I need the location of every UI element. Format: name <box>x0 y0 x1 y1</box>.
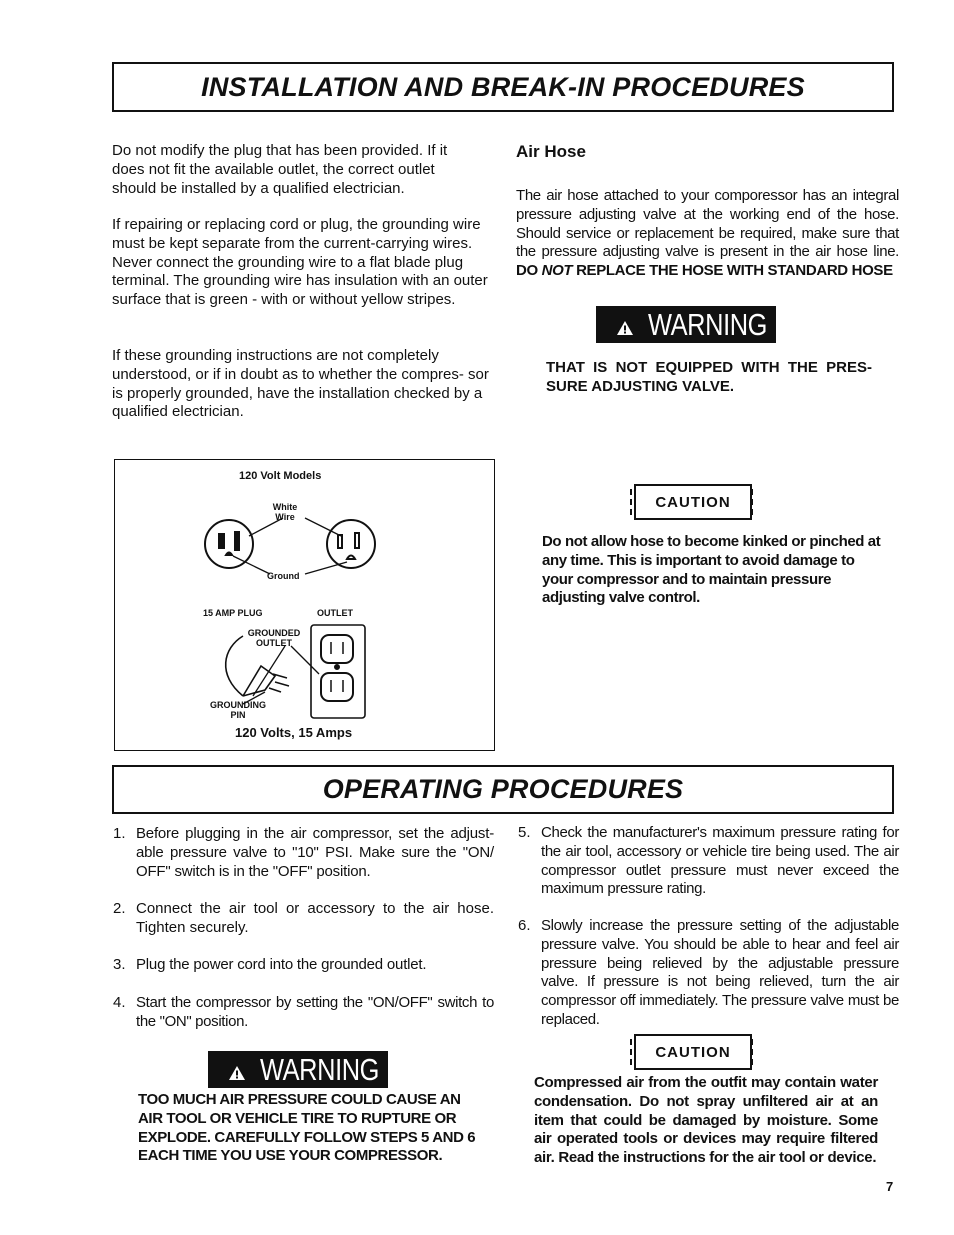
step-number: 6. <box>518 917 531 934</box>
caution-label: CAUTION <box>655 1043 731 1061</box>
step-text: Plug the power cord into the grounded outlet. <box>136 956 427 973</box>
air-hose-text: The air hose attached to your comporessor has an integral pressure adjusting valve at the working end of the hose. Should service or replacement be required, make sure that the pressure adjusting valve is present in the air hose line. <box>516 187 899 261</box>
page-number: 7 <box>886 1179 894 1194</box>
warning-triangle-icon <box>616 320 634 336</box>
warning-triangle-icon <box>228 1065 246 1081</box>
installation-title: INSTALLATION AND BREAK-IN PROCEDURES <box>201 71 805 102</box>
pressure-warning-banner <box>208 1051 388 1088</box>
outlet-label: OUTLET <box>317 608 353 618</box>
grounding-wire-paragraph: If repairing or replacing cord or plug, the grounding wire must be kept separate from the current-carrying wires. Never connect the grounding wire to a flat blade plug terminal. The grounding wire has insulation with an outer surface that is green - with or without yellow stripes. <box>112 216 488 309</box>
step-number: 2. <box>113 900 126 917</box>
do-not-emphasis: NOT <box>541 262 573 280</box>
step-text: Before plugging in the air compressor, set the adjust- able pressure valve to "10" PSI. Make sure the "ON/ OFF" switch is in the "OFF" position. <box>136 825 494 880</box>
step-number: 3. <box>113 956 126 973</box>
condensation-caution-text: Compressed air from the outfit may contain water condensation. Do not spray unfiltered air at an item that could be damaged by moisture. Some air operated tools or devices may require filtered air. Read the instructions for the air tool or device. <box>534 1074 878 1167</box>
pressure-warning-text: TOO MUCH AIR PRESSURE COULD CAUSE AN AIR TOOL OR VEHICLE TIRE TO RUPTURE OR EXPLODE. CAREFULLY FOLLOW STEPS 5 AND 6 EACH TIME YOU USE YOUR COMPRESSOR. <box>138 1091 476 1165</box>
step-number: 5. <box>518 824 531 841</box>
operating-header <box>112 765 894 814</box>
step-number: 4. <box>113 994 126 1011</box>
air-hose-warning-text: THAT IS NOT EQUIPPED WITH THE PRES- SURE ADJUSTING VALVE. <box>546 359 872 395</box>
warning-label: WARNING <box>648 306 768 342</box>
grounding-pin-text: GROUNDING PIN <box>210 700 266 720</box>
do-not-replace-text <box>516 262 893 279</box>
step-number: 1. <box>113 825 126 842</box>
step-text: Slowly increase the pressure setting of the adjustable pressure valve. You should be able to hear and feel air pressure being relieved by the adjustable pressure valve. If pressure is not being relieved, turn the air compressor off immediately. The pressure valve must be replaced. <box>541 917 899 1028</box>
air-hose-warning-banner <box>596 306 776 343</box>
warning-label: WARNING <box>260 1051 380 1087</box>
figure-title: 120 Volt Models <box>239 470 322 482</box>
grounding-doubt-paragraph: If these grounding instructions are not completely understood, or if in doubt as to whether the compres- sor is properly grounded, have the installation checked by a qualified electrician. <box>112 347 489 421</box>
air-hose-caution-badge <box>634 484 752 520</box>
plug-label: 15 AMP PLUG <box>203 608 263 618</box>
outlet-diagram-drawing <box>115 460 493 720</box>
step-text: Connect the air tool or accessory to the air hose. Tighten securely. <box>136 900 494 936</box>
ground-label: Ground <box>267 571 300 581</box>
do-suffix: REPLACE THE HOSE WITH STANDARD HOSE <box>572 262 893 280</box>
step-text: Start the compressor by setting the "ON/OFF" switch to the "ON" position. <box>136 994 494 1030</box>
white-wire-text: White Wire <box>272 502 298 522</box>
air-hose-heading: Air Hose <box>516 142 586 161</box>
air-hose-paragraph <box>516 187 899 281</box>
step-text: Check the manufacturer's maximum pressure rating for the air tool, accessory or vehicle tire being used. The air compressor outlet pressure must never exceed the maximum pressure rating. <box>541 824 899 898</box>
outlet-diagram <box>114 459 495 751</box>
plug-paragraph: Do not modify the plug that has been provided. If it does not fit the available outlet, the correct outlet should be installed by a qualified electrician. <box>112 142 448 197</box>
installation-header <box>112 62 894 112</box>
do-prefix: DO <box>516 262 542 280</box>
figure-caption: 120 Volts, 15 Amps <box>235 725 353 740</box>
grounded-outlet-text: GROUNDED OUTLET <box>247 628 301 648</box>
caution-label: CAUTION <box>655 493 731 511</box>
condensation-caution-badge <box>634 1034 752 1070</box>
operating-title: OPERATING PROCEDURES <box>322 774 684 804</box>
air-hose-caution-text: Do not allow hose to become kinked or pinched at any time. This is important to avoid damage to your compressor and to maintain pressure adjusting valve control. <box>542 533 881 607</box>
